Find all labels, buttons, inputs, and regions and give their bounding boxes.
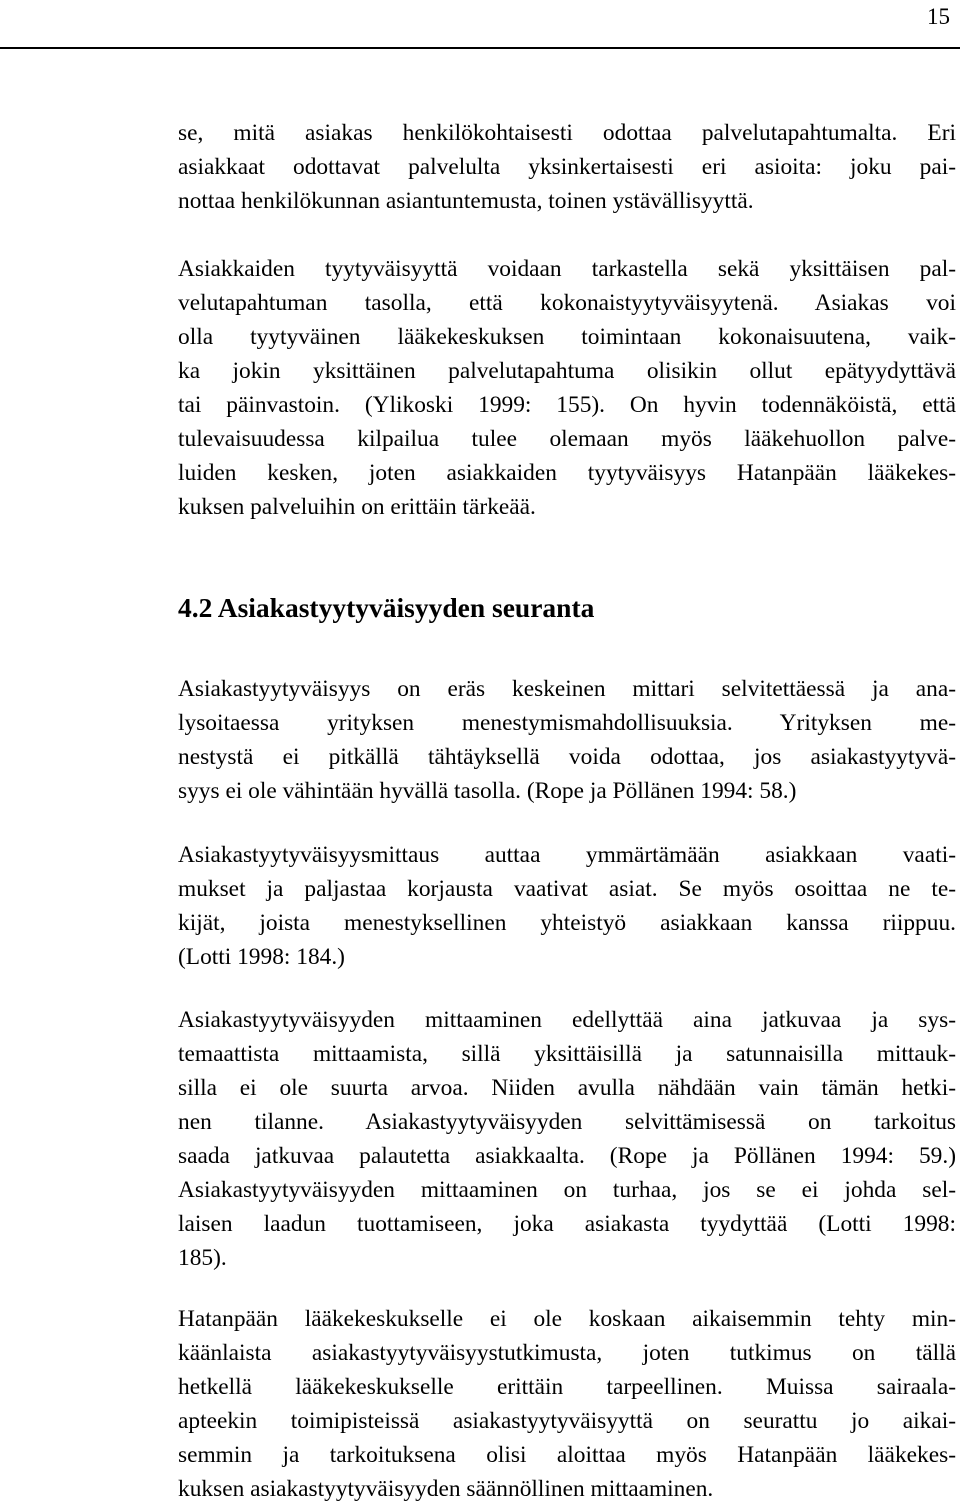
text-line: kuksen palveluihin on erittäin tärkeää. (178, 494, 536, 520)
text-line: luiden kesken, joten asiakkaiden tyytyväisyys Hatanpään lääkekes- (178, 460, 956, 486)
paragraph-satisfaction-levels (178, 252, 956, 524)
text-line: apteekin toimipisteissä asiakastyytyväisyyttä on seurattu jo aikai- (178, 1408, 956, 1434)
text-line: Asiakastyytyväisyyden mittaaminen edellyttää aina jatkuvaa ja sys- (178, 1007, 956, 1033)
text-line: (Lotti 1998: 184.) (178, 944, 345, 970)
text-line: temaattista mittaamista, sillä yksittäisillä ja satunnaisilla mittauk- (178, 1041, 956, 1067)
text-line: 185). (178, 1245, 227, 1271)
text-line: se, mitä asiakas henkilökohtaisesti odottaa palvelutapahtumalta. Eri (178, 120, 956, 146)
text-line: olla tyytyväinen lääkekeskuksen toimintaan kokonaisuutena, vaik- (178, 324, 956, 350)
header-rule (0, 47, 960, 49)
text-line: mukset ja paljastaa korjausta vaativat asiat. Se myös osoittaa ne te- (178, 876, 956, 902)
text-line: kijät, joista menestyksellinen yhteistyö asiakkaan kanssa riippuu. (178, 910, 956, 936)
text-line: ka jokin yksittäinen palvelutapahtuma olisikin ollut epätyydyttävä (178, 358, 956, 384)
text-line: saada jatkuvaa palautetta asiakkaalta. (Rope ja Pöllänen 1994: 59.) (178, 1143, 956, 1169)
paragraph-continuous-measurement (178, 1003, 956, 1275)
text-line: tulevaisuudessa kilpailua tulee olemaan myös lääkehuollon palve- (178, 426, 956, 452)
text-line: tai päinvastoin. (Ylikoski 1999: 155). On hyvin todennäköistä, että (178, 392, 956, 418)
text-line: Asiakastyytyväisyys on eräs keskeinen mittari selvitettäessä ja ana- (178, 676, 956, 702)
paragraph-measurement-benefits (178, 838, 956, 974)
text-line: nestystä ei pitkällä tähtäyksellä voida odottaa, jos asiakastyytyvä- (178, 744, 956, 770)
paragraph-intro (178, 116, 956, 218)
text-line: hetkellä lääkekeskukselle erittäin tarpeellinen. Muissa sairaala- (178, 1374, 956, 1400)
text-line: Asiakastyytyväisyyden mittaaminen on turhaa, jos se ei johda sel- (178, 1177, 956, 1203)
page-number: 15 (927, 4, 950, 29)
text-line: laisen laadun tuottamiseen, joka asiakasta tyydyttää (Lotti 1998: (178, 1211, 956, 1237)
text-line: Hatanpään lääkekeskukselle ei ole koskaan aikaisemmin tehty min- (178, 1306, 956, 1332)
text-line: käänlaista asiakastyytyväisyystutkimusta, joten tutkimus on tällä (178, 1340, 956, 1366)
section-heading: 4.2 Asiakastyytyväisyyden seuranta (178, 592, 595, 623)
paragraph-measurement-importance (178, 672, 956, 808)
paragraph-hatanpaa (178, 1302, 956, 1506)
text-line: lysoitaessa yrityksen menestymismahdollisuuksia. Yrityksen me- (178, 710, 956, 736)
text-line: kuksen asiakastyytyväisyyden säännöllinen mittaaminen. (178, 1476, 714, 1502)
text-line: nottaa henkilökunnan asiantuntemusta, toinen ystävällisyyttä. (178, 188, 754, 214)
text-line: Asiakkaiden tyytyväisyyttä voidaan tarkastella sekä yksittäisen pal- (178, 256, 956, 282)
text-line: asiakkaat odottavat palvelulta yksinkertaisesti eri asioita: joku pai- (178, 154, 956, 180)
text-line: semmin ja tarkoituksena olisi aloittaa myös Hatanpään lääkekes- (178, 1442, 956, 1468)
text-line: Asiakastyytyväisyysmittaus auttaa ymmärtämään asiakkaan vaati- (178, 842, 956, 868)
text-line: velutapahtuman tasolla, että kokonaistyytyväisyytenä. Asiakas voi (178, 290, 956, 316)
text-line: silla ei ole suurta arvoa. Niiden avulla nähdään vain tämän hetki- (178, 1075, 956, 1101)
text-line: nen tilanne. Asiakastyytyväisyyden selvittämisessä on tarkoitus (178, 1109, 956, 1135)
text-line: syys ei ole vähintään hyvällä tasolla. (Rope ja Pöllänen 1994: 58.) (178, 778, 797, 804)
